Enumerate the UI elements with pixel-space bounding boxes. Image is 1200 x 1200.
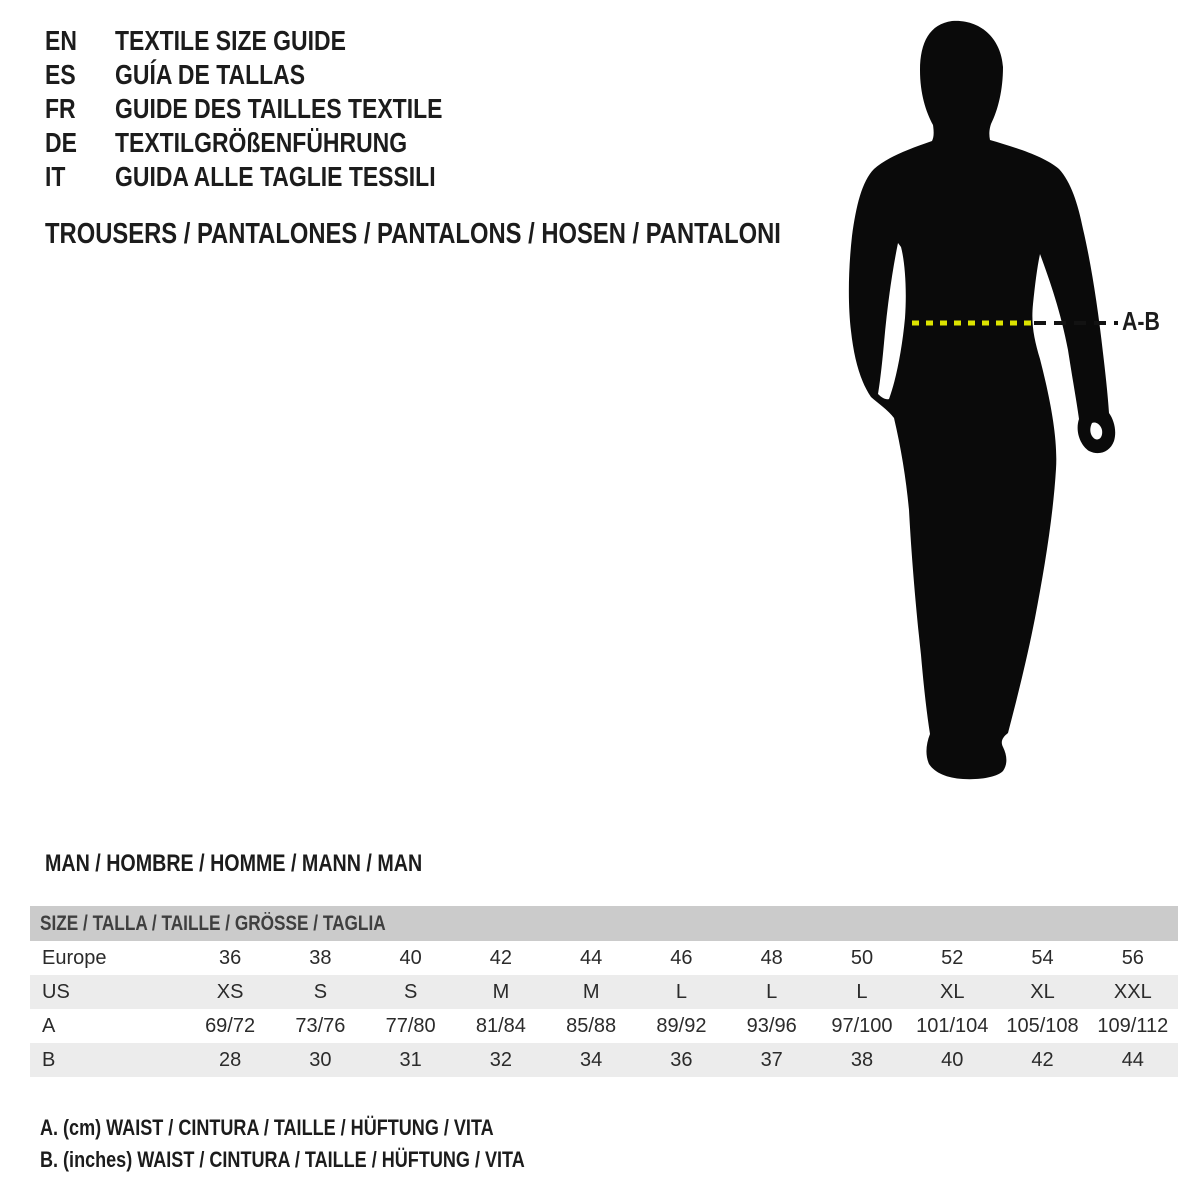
size-table-cell: 89/92 bbox=[656, 1014, 707, 1037]
size-table-cell: 42 bbox=[1031, 1048, 1054, 1071]
section-title-man: MAN / HOMBRE / HOMME / MANN / MAN bbox=[45, 850, 423, 877]
language-row-it bbox=[45, 160, 514, 194]
language-title: GUÍA DE TALLAS bbox=[115, 59, 306, 90]
size-table-row-label: A bbox=[42, 1014, 56, 1037]
measure-label-ab: A-B bbox=[1122, 306, 1160, 336]
size-table-cell: L bbox=[766, 980, 778, 1003]
size-table-cell: 109/112 bbox=[1097, 1014, 1169, 1037]
size-table-header-row bbox=[30, 906, 1178, 941]
size-table-cell: M bbox=[582, 980, 600, 1003]
language-row-fr bbox=[45, 92, 514, 126]
size-table-cell: 37 bbox=[760, 1048, 783, 1071]
size-table-cell: 101/104 bbox=[916, 1014, 989, 1037]
size-table-cell: 34 bbox=[580, 1048, 603, 1071]
size-table-cell: L bbox=[856, 980, 868, 1003]
size-table-cell: 81/84 bbox=[475, 1014, 526, 1037]
size-table-cell: 31 bbox=[399, 1048, 422, 1071]
size-table-cell: 46 bbox=[670, 946, 693, 969]
size-table-cell: XXL bbox=[1113, 980, 1152, 1003]
size-table-cell: 32 bbox=[489, 1048, 513, 1071]
man-silhouette-svg bbox=[840, 10, 1140, 800]
man-silhouette-shape bbox=[849, 21, 1115, 779]
note-b: B. (inches) WAIST / CINTURA / TAILLE / HÜFTUNG / VITA bbox=[40, 1147, 525, 1172]
size-table bbox=[30, 906, 1178, 1077]
size-table-row-label: Europe bbox=[42, 946, 107, 969]
size-table-header: SIZE / TALLA / TAILLE / GRÖSSE / TAGLIA bbox=[30, 906, 1178, 941]
size-table-cell: 42 bbox=[489, 946, 513, 969]
language-list bbox=[45, 24, 514, 194]
language-code: FR bbox=[45, 93, 76, 124]
size-table-cell: 36 bbox=[670, 1048, 693, 1071]
note-a: A. (cm) WAIST / CINTURA / TAILLE / HÜFTUNG / VITA bbox=[40, 1115, 494, 1140]
size-table-cell: 38 bbox=[850, 1048, 874, 1071]
size-table-cell: 69/72 bbox=[205, 1014, 256, 1037]
size-table-cell: XS bbox=[216, 980, 244, 1003]
size-table-cell: 77/80 bbox=[385, 1014, 436, 1037]
man-silhouette-figure bbox=[840, 10, 1140, 800]
size-table-row bbox=[30, 1009, 1178, 1043]
size-table-row-label: US bbox=[42, 980, 70, 1003]
size-table-cell: S bbox=[313, 980, 328, 1003]
size-table-cell: 56 bbox=[1121, 946, 1144, 969]
size-table-cell: 97/100 bbox=[831, 1014, 893, 1037]
size-table-cell: 73/76 bbox=[295, 1014, 346, 1037]
language-title: GUIDE DES TAILLES TEXTILE bbox=[115, 93, 443, 124]
language-code: DE bbox=[45, 127, 77, 158]
size-table-cell: 85/88 bbox=[566, 1014, 617, 1037]
size-table-cell: 93/96 bbox=[746, 1014, 797, 1037]
size-table-cell: 36 bbox=[218, 946, 242, 969]
size-table-cell: XL bbox=[1030, 980, 1055, 1003]
size-table-cell: S bbox=[403, 980, 418, 1003]
size-table-row bbox=[30, 1043, 1178, 1077]
language-code: EN bbox=[45, 25, 77, 56]
category-title: TROUSERS / PANTALONES / PANTALONS / HOSEN / PANTALONI bbox=[45, 218, 781, 250]
size-table-cell: 52 bbox=[941, 946, 964, 969]
language-code: ES bbox=[45, 59, 76, 90]
size-table-row-label: B bbox=[42, 1048, 56, 1071]
size-table-row bbox=[30, 975, 1178, 1009]
size-table-cell: 105/108 bbox=[1006, 1014, 1079, 1037]
language-row-de bbox=[45, 126, 514, 160]
language-row-en bbox=[45, 24, 514, 58]
measurement-notes bbox=[40, 1112, 631, 1176]
size-table-cell: 38 bbox=[309, 946, 332, 969]
language-title: GUIDA ALLE TAGLIE TESSILI bbox=[115, 161, 436, 192]
size-table-cell: 48 bbox=[760, 946, 783, 969]
size-table-cell: 44 bbox=[1121, 1048, 1144, 1071]
size-table-cell: 50 bbox=[850, 946, 874, 969]
language-title: TEXTILGRÖßENFÜHRUNG bbox=[115, 127, 408, 158]
size-table-cell: 40 bbox=[941, 1048, 964, 1071]
size-table-cell: 44 bbox=[580, 946, 603, 969]
size-table-row bbox=[30, 941, 1178, 975]
size-table-body bbox=[30, 941, 1178, 1077]
size-table-cell: L bbox=[675, 980, 687, 1003]
size-table-cell: 30 bbox=[309, 1048, 332, 1071]
language-code: IT bbox=[45, 161, 66, 192]
size-table-cell: 40 bbox=[399, 946, 422, 969]
size-table-cell: XL bbox=[939, 980, 965, 1003]
language-row-es bbox=[45, 58, 514, 92]
size-table-cell: 28 bbox=[218, 1048, 242, 1071]
size-table-cell: M bbox=[492, 980, 510, 1003]
size-table-cell: 54 bbox=[1031, 946, 1054, 969]
language-title: TEXTILE SIZE GUIDE bbox=[115, 25, 346, 56]
